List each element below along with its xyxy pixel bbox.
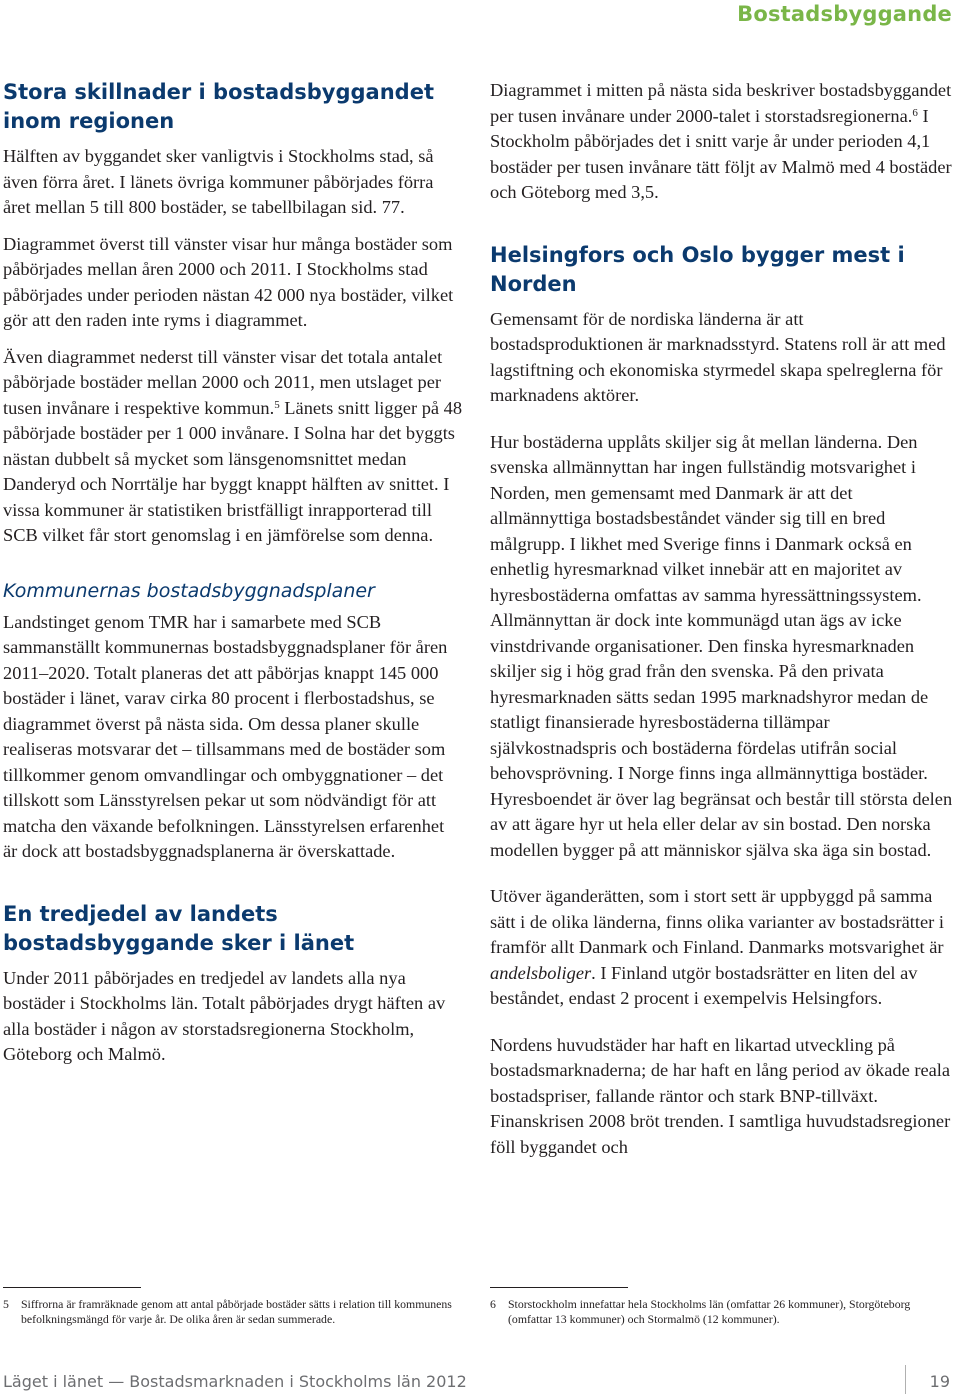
paragraph: Nordens huvudstäder har haft en likartad utveckling på bostadsmarknaderna; de har haft en lång period av ökade reala bostadspriser, fallande räntor och stark BNP-tillväxt. Finanskrisen 2008 bröt trenden. I samtliga huvudstadsregioner föll byggandet och <box>490 1034 951 1157</box>
paragraph: Landstinget genom TMR har i samarbete med SCB sammanställt kommunernas bostadsbyggnadsplaner för åren 2011–2020. Totalt planeras det att påbörjas knappt 145 000 bostäder i länet, varav cirka 80 procent i flerbostadshus, se diagrammet överst på nästa sida. Om dessa planer skulle realiseras motsvarar det – tillsammans med de bostäder som tillkommer genom omvandlingar och ombyggnationer – det tillskott som Länsstyrelsen pekar ut som nödvändigt för att matcha den växande befolkningen. Länsstyrelsen erfarenhet är dock att bostadsbyggnadsplanerna är överskattade. <box>3 611 448 861</box>
footer-divider <box>905 1365 906 1394</box>
footnote-text: Siffrorna är framräknade genom att antal påbörjade bostäder sätts i relation till kommunens befolkningsmängd för varje år. De olika åren är sedan summerade. <box>21 1297 452 1326</box>
text: Även diagrammet nederst till vänster visar det totala antalet påbörjade bostäder mellan 2000 och 2011, men utslaget per tusen invånare i respektive kommun. <box>3 346 443 418</box>
paragraph <box>490 884 956 1012</box>
subheading-municipal-plans: Kommunernas bostadsbyggnadsplaner <box>3 579 375 602</box>
right-column <box>490 78 956 1171</box>
text: . I Finland utgör bostadsrätter en liten del av beståndet, endast 2 procent i exempelvis Helsingfors. <box>490 962 918 1008</box>
heading-nordic: Helsingfors och Oslo bygger mest i Norden <box>490 242 905 296</box>
footnote-ref: 5 <box>274 398 280 411</box>
footnote-number: 5 <box>3 1297 9 1311</box>
paragraph <box>490 78 956 206</box>
heading-third-of-national: En tredjedel av landets bostadsbyggande sker i länet <box>3 901 355 955</box>
heading-regional-differences: Stora skillnader i bostadsbyggandet inom regionen <box>3 80 434 133</box>
footnote-ref: 6 <box>912 106 918 119</box>
footnote-divider <box>490 1287 628 1288</box>
section-label: Bostadsbyggande <box>737 2 952 26</box>
text: I Stockholm påbörjades det i snitt varje år under perioden 4,1 bostäder per tusen invånare tätt följt av Malmö med 4 bostäder och Göteborg med 3,5. <box>490 105 952 202</box>
footnote-number: 6 <box>490 1297 496 1311</box>
left-column <box>3 78 463 1079</box>
text: Utöver äganderätten, som i stort sett är uppbyggd på samma sätt i de olika länderna, finns olika varianter av bostadsrätter i framför allt Danmark och Finland. Danmarks motsvarighet är <box>490 886 944 957</box>
page-number: 19 <box>929 1372 950 1391</box>
paragraph: Diagrammet överst till vänster visar hur många bostäder som påbörjades mellan åren 2000 och 2011. I Stockholms stad påbörjades under perioden nästan 42 000 nya bostäder, vilket gör att den raden inte ryms i diagrammet. <box>3 233 454 330</box>
paragraph: Hälften av byggandet sker vanligtvis i Stockholms stad, så även förra året. I länets övriga kommuner påbörjades förra året mellan 5 till 800 bostäder, se tabellbilagan sid. 77. <box>3 146 434 217</box>
footnote-text: Storstockholm innefattar hela Stockholms län (omfattar 26 kommuner), Storgöteborg (omfattar 13 kommuner) och Stormalmö (12 kommuner). <box>508 1297 911 1326</box>
text: Länets snitt ligger på 48 påbörjade bostäder per 1 000 invånare. I Solna har det byggts nästan dubbelt så mycket som länsgenomsnittet medan Danderyd och Norrtälje har byggt knappt hälften av snittet. I vissa kommuner är statistiken bristfälligt inrapporterad till SCB vilket får stort genomslag i en jämförelse som denna. <box>3 397 463 545</box>
paragraph: Under 2011 påbörjades en tredjedel av landets alla nya bostäder i Stockholms län. Totalt påbörjades drygt häften av alla bostäder i någon av storstadsregionerna Stockholm, Göteborg och Malmö. <box>3 967 446 1064</box>
paragraph: Hur bostäderna upplåts skiljer sig åt mellan länderna. Den svenska allmännyttan har ingen fullständig motsvarighet i Norden, men gemensamt med Danmark är att det allmännyttiga bostadsbeståndet vänder sig till en bred målgrupp. I likhet med Sverige finns i Danmark också en enhetlig hyresmarknad vilket innebär att en majoritet av hyresbostäderna omfattas av samma hyressättningssystem. Allmännyttan är dock inte kommunägd utan ägs av icke vinstdrivande organisationer. Den finska hyresmarknaden skiljer sig i hög grad från den svenska. På den privata hyresmarknaden sätts sedan 1995 marknadshyror medan de statligt finansierade hyresbostäderna tillämpar självkostnadspris och bostäderna fördelas utifrån social behovsprövning. I Norge finns inga allmännyttiga bostäder. Hyresboendet är över lag begränsat och består till största delen av att ägare hyr ut hela eller delar av sin bostad. Den norska modellen bygger på att människor själva ska äga sin bostad. <box>490 431 953 860</box>
footnote-5 <box>3 1297 463 1327</box>
paragraph <box>3 345 463 549</box>
italic-term: andelsboliger <box>490 962 592 983</box>
footnote-6 <box>490 1297 950 1327</box>
paragraph: Gemensamt för de nordiska länderna är att bostadsproduktionen är marknadsstyrd. Statens roll är att med lagstiftning och ekonomiska styrmedel skapa spelreglerna för marknadens aktörer. <box>490 308 946 405</box>
footnote-divider <box>3 1287 141 1288</box>
text: Diagrammet i mitten på nästa sida beskriver bostadsbyggandet per tusen invånare under 2000-talet i storstadsregionerna. <box>490 80 952 126</box>
footer-publication-title: Läget i länet — Bostadsmarknaden i Stockholms län 2012 <box>3 1372 467 1391</box>
